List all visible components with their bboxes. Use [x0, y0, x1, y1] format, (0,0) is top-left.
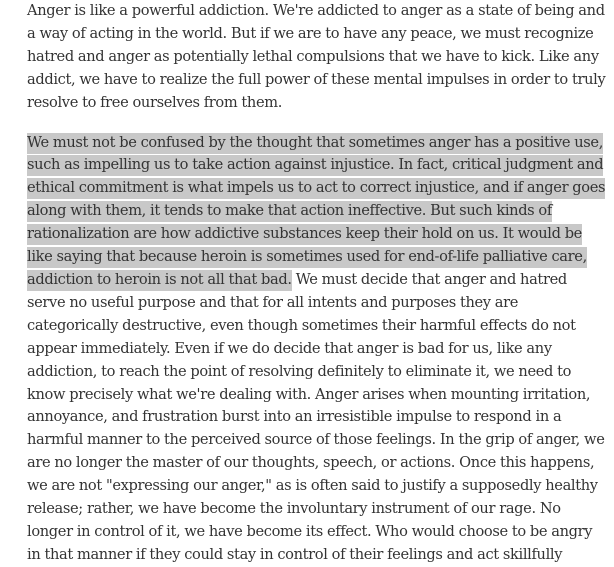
paragraph-text[interactable]: We must decide that anger and hatred serve no useful purpose and that for all intents and purposes they are categorically destructive, even though sometimes their harmful effects do not appear immediately. Even if we do decide that anger is bad for us, like any addiction, to reach the point of resolving definitely to eliminate it, we need to know precisely what we're dealing with. Anger arises when mounting irritation, annoyance, and frustration burst into an irresistible impulse to respond in a harmful manner to the perceived source of those feelings. In the grip of anger, we are no longer the master of our thoughts, speech, or actions. Once this happens, we are not "expressing our anger," as is often said to justify a supposedly healthy release; rather, we have become the involuntary instrument of our rage. No longer in control of it, we have become its effect. Who would choose to be angry in that manner if they could stay in control of their feelings and act skillfully	[27, 270, 605, 563]
paragraph	[27, 0, 607, 115]
paragraph	[27, 132, 607, 567]
paragraph-text[interactable]: Anger is like a powerful addiction. We're addicted to anger as a state of being and a way of acting in the world. But if we are to have any peace, we must recognize hatred and anger as potentially lethal compulsions that we have to kick. Like any addict, we have to realize the full power of these mental impulses in order to truly resolve to free ourselves from them.	[27, 2, 606, 111]
article-body	[27, 0, 607, 567]
highlighted-text[interactable]: We must not be confused by the thought that sometimes anger has a positive use, such as impelling us to take action against injustice. In fact, critical judgment and ethical commitment is what impels us to act to correct injustice, and if anger goes along with them, it tends to make that action ineffective. But such kinds of rationalization are how addictive substances keep their hold on us. It would be like saying that because heroin is sometimes used for end-of-life palliative care, addiction to heroin is not all that bad.	[27, 133, 605, 291]
